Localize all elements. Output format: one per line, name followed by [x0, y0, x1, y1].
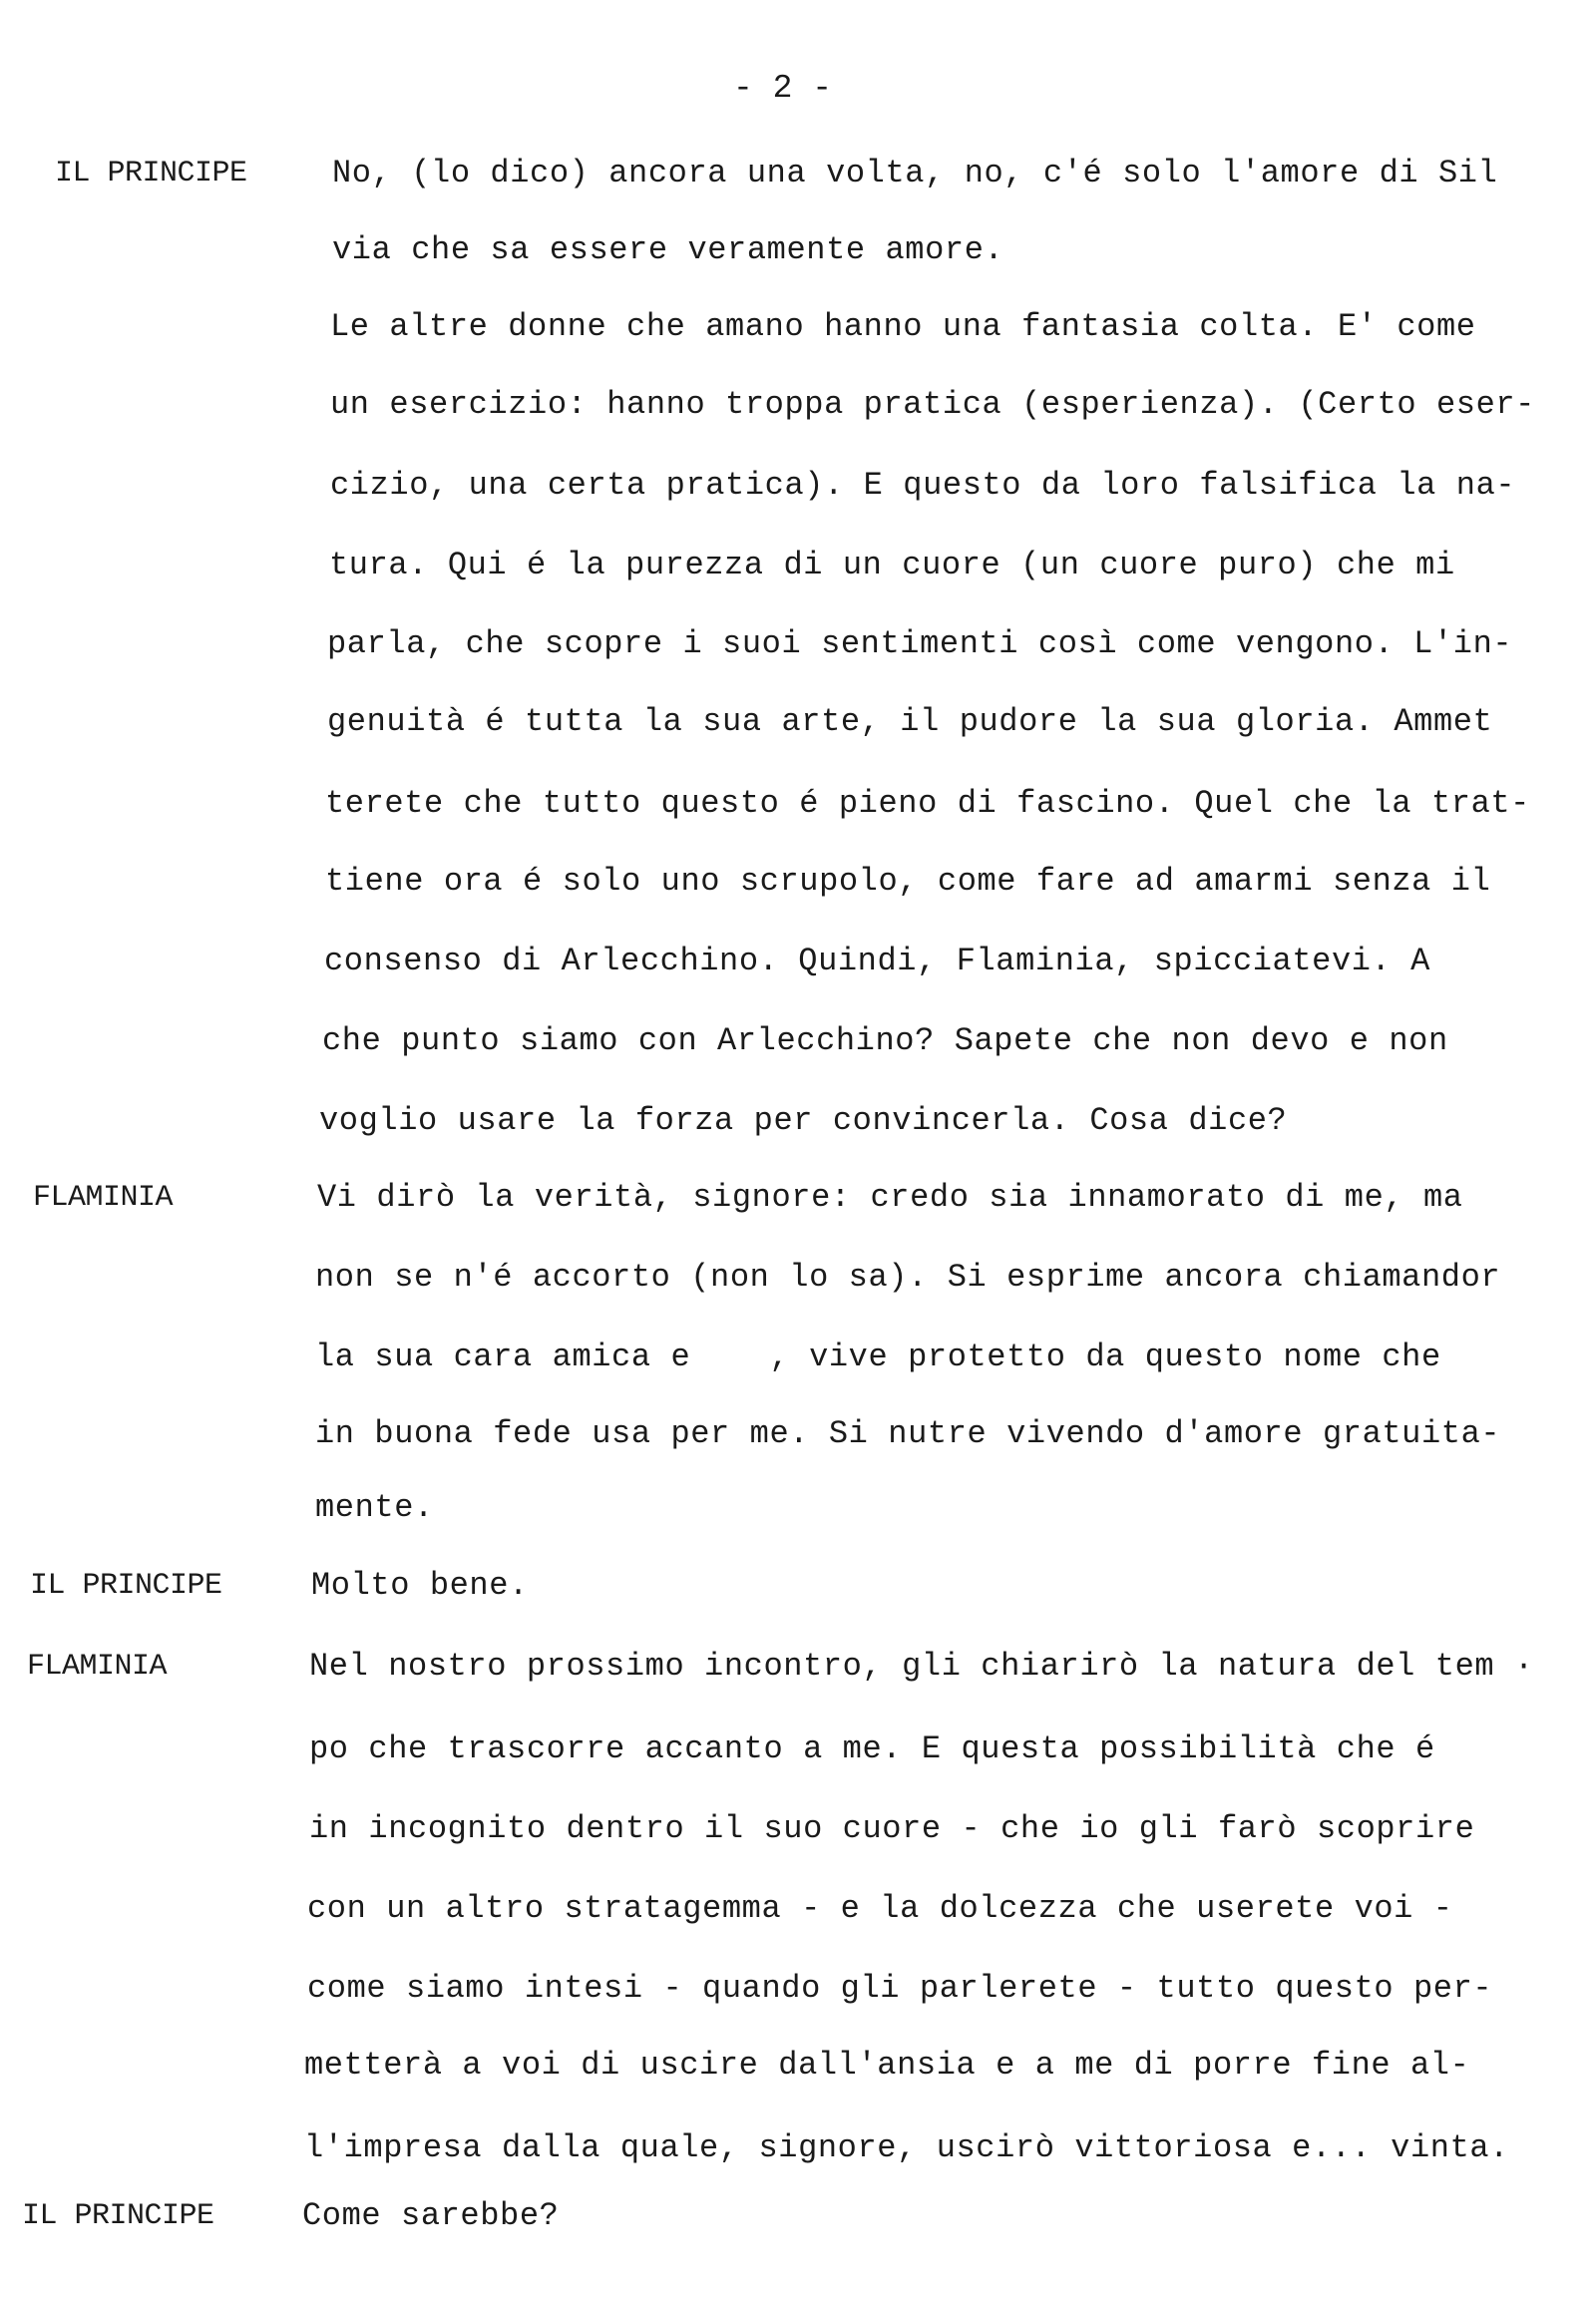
dialogue-line: metterà a voi di uscire dall'ansia e a me di porre fine al- [304, 2047, 1470, 2084]
dialogue-line: come siamo intesi - quando gli parlerete - tutto questo per- [307, 1970, 1493, 2007]
dialogue-line: l'impresa dalla quale, signore, uscirò vittoriosa e... vinta. [304, 2129, 1509, 2166]
dialogue-line: consenso di Arlecchino. Quindi, Flaminia, spicciatevi. A [324, 943, 1430, 979]
dialogue-line: mente. [315, 1489, 434, 1526]
dialogue-line: genuità é tutta la sua arte, il pudore la sua gloria. Ammet [327, 703, 1493, 740]
dialogue-line: Le altre donne che amano hanno una fantasia colta. E' come [330, 308, 1476, 345]
dialogue-line: Vi dirò la verità, signore: credo sia innamorato di me, ma [317, 1179, 1463, 1216]
dialogue-line: Come sarebbe? [302, 2197, 560, 2234]
dialogue-line: terete che tutto questo é pieno di fascino. Quel che la trat- [325, 785, 1530, 822]
speaker-name: IL PRINCIPE [55, 157, 247, 191]
dialogue-line: un esercizio: hanno troppa pratica (esperienza). (Certo eser- [330, 386, 1535, 423]
dialogue-line: Molto bene. [311, 1567, 529, 1604]
dialogue-line: via che sa essere veramente amore. [332, 231, 1004, 268]
dialogue-line: non se n'é accorto (non lo sa). Si esprime ancora chiamandor [315, 1259, 1501, 1296]
speaker-name: FLAMINIA [33, 1181, 174, 1215]
dialogue-line: po che trascorre accanto a me. E questa possibilità che é [309, 1730, 1435, 1767]
dialogue-line: in incognito dentro il suo cuore - che io gli farò scoprire [309, 1810, 1475, 1847]
speaker-name: IL PRINCIPE [30, 1569, 222, 1603]
dialogue-line: tura. Qui é la purezza di un cuore (un cuore puro) che mi [329, 547, 1455, 583]
dialogue-line: che punto siamo con Arlecchino? Sapete che non devo e non [322, 1022, 1448, 1059]
speaker-name: IL PRINCIPE [22, 2199, 214, 2233]
dialogue-line: cizio, una certa pratica). E questo da loro falsifica la na- [330, 467, 1516, 504]
dialogue-line: con un altro stratagemma - e la dolcezza che userete voi - [307, 1890, 1453, 1927]
speaker-name: FLAMINIA [27, 1650, 168, 1684]
dialogue-line: parla, che scopre i suoi sentimenti così come vengono. L'in- [327, 625, 1513, 662]
dialogue-line: voglio usare la forza per convincerla. Cosa dice? [319, 1102, 1288, 1139]
dialogue-line: Nel nostro prossimo incontro, gli chiarirò la natura del tem · [309, 1648, 1534, 1685]
dialogue-line: la sua cara amica e , vive protetto da questo nome che [315, 1339, 1441, 1375]
dialogue-line: in buona fede usa per me. Si nutre vivendo d'amore gratuita- [315, 1415, 1501, 1452]
page-number: - 2 - [733, 70, 833, 107]
dialogue-line: No, (lo dico) ancora una volta, no, c'é solo l'amore di Sil [332, 155, 1498, 192]
dialogue-line: tiene ora é solo uno scrupolo, come fare ad amarmi senza il [325, 863, 1491, 900]
